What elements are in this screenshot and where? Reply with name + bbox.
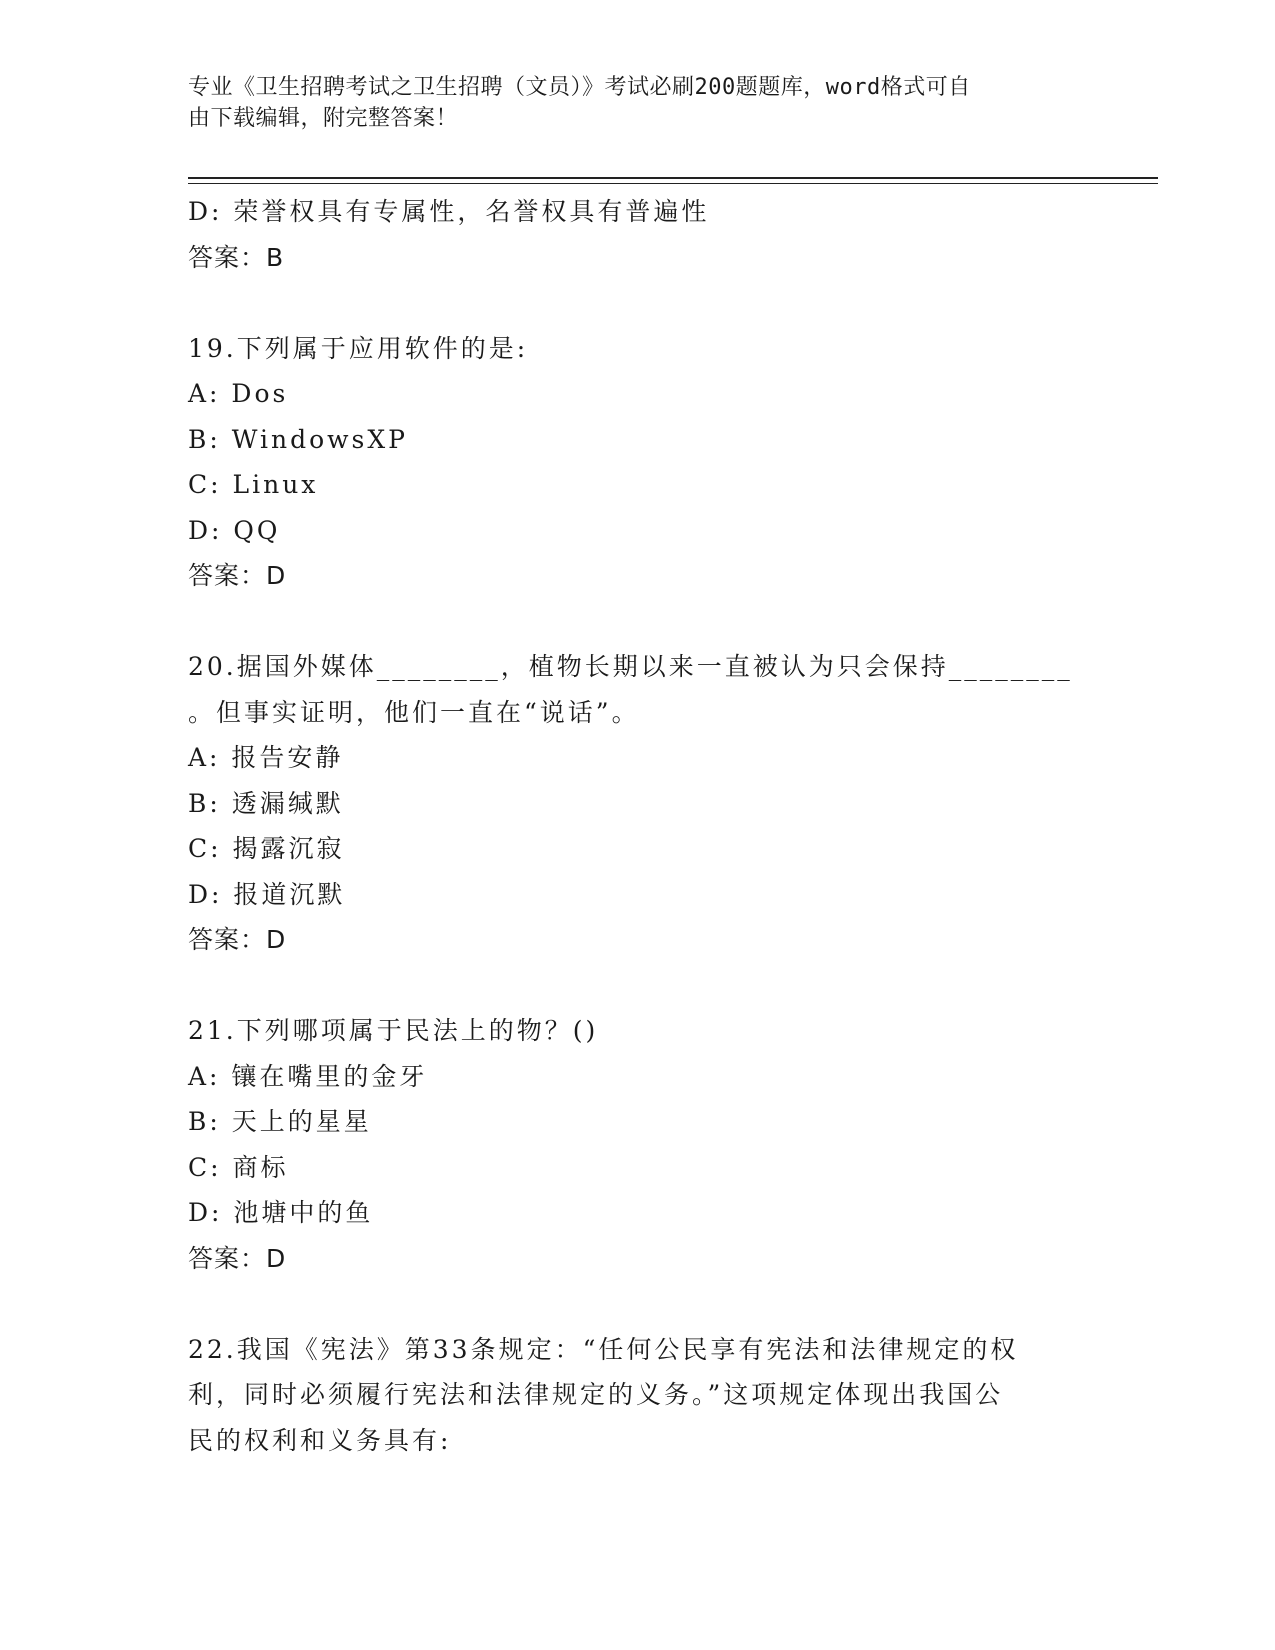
option-a: A: 镶在嘴里的金牙 xyxy=(188,1061,428,1091)
header-line-2: 由下载编辑，附完整答案！ xyxy=(188,106,459,131)
answer: 答案：D xyxy=(188,925,287,954)
option-c: C: 揭露沉寂 xyxy=(188,834,345,863)
option-a: A: 报告安静 xyxy=(188,743,344,772)
question-content xyxy=(188,189,1088,1463)
document-header xyxy=(188,72,1068,134)
option-d: D: 报道沉默 xyxy=(188,879,346,909)
option-c: C: Linux xyxy=(188,470,319,499)
header-divider-thin xyxy=(188,183,1158,184)
option-d: D: 池塘中的鱼 xyxy=(188,1198,374,1227)
question-18 xyxy=(188,189,1088,280)
header-divider-thick xyxy=(188,177,1158,179)
option-c: C: 商标 xyxy=(188,1152,289,1182)
option-b: B: 天上的星星 xyxy=(188,1107,372,1136)
header-line-1: 专业《卫生招聘考试之卫生招聘（文员）》考试必刷200题题库，word格式可自 xyxy=(188,75,971,100)
answer: 答案：B xyxy=(188,242,285,272)
question-text: 19.下列属于应用软件的是: xyxy=(188,333,529,363)
answer: 答案：D xyxy=(188,1243,287,1273)
question-text: 21.下列哪项属于民法上的物？() xyxy=(188,1016,599,1045)
option-d: D: 荣誉权具有专属性，名誉权具有普遍性 xyxy=(188,197,710,226)
option-d: D: QQ xyxy=(188,515,281,545)
question-text-line-1: 20.据国外媒体________，植物长期以来一直被认为只会保持________ xyxy=(188,652,1073,681)
question-19 xyxy=(188,326,1088,599)
question-text-line-2: 。但事实证明，他们一直在“说话”。 xyxy=(188,697,640,727)
question-text-line-1: 22.我国《宪法》第33条规定：“任何公民享有宪法和法律规定的权 xyxy=(188,1334,1019,1364)
option-b: B: 透漏缄默 xyxy=(188,788,344,818)
question-text-line-3: 民的权利和义务具有: xyxy=(188,1425,452,1455)
question-text-line-2: 利，同时必须履行宪法和法律规定的义务。”这项规定体现出我国公 xyxy=(188,1380,1004,1409)
option-b: B: WindowsXP xyxy=(188,424,408,454)
question-21 xyxy=(188,1008,1088,1281)
question-22 xyxy=(188,1327,1088,1464)
answer: 答案：D xyxy=(188,561,287,590)
question-20 xyxy=(188,644,1088,963)
option-a: A: Dos xyxy=(188,379,289,408)
